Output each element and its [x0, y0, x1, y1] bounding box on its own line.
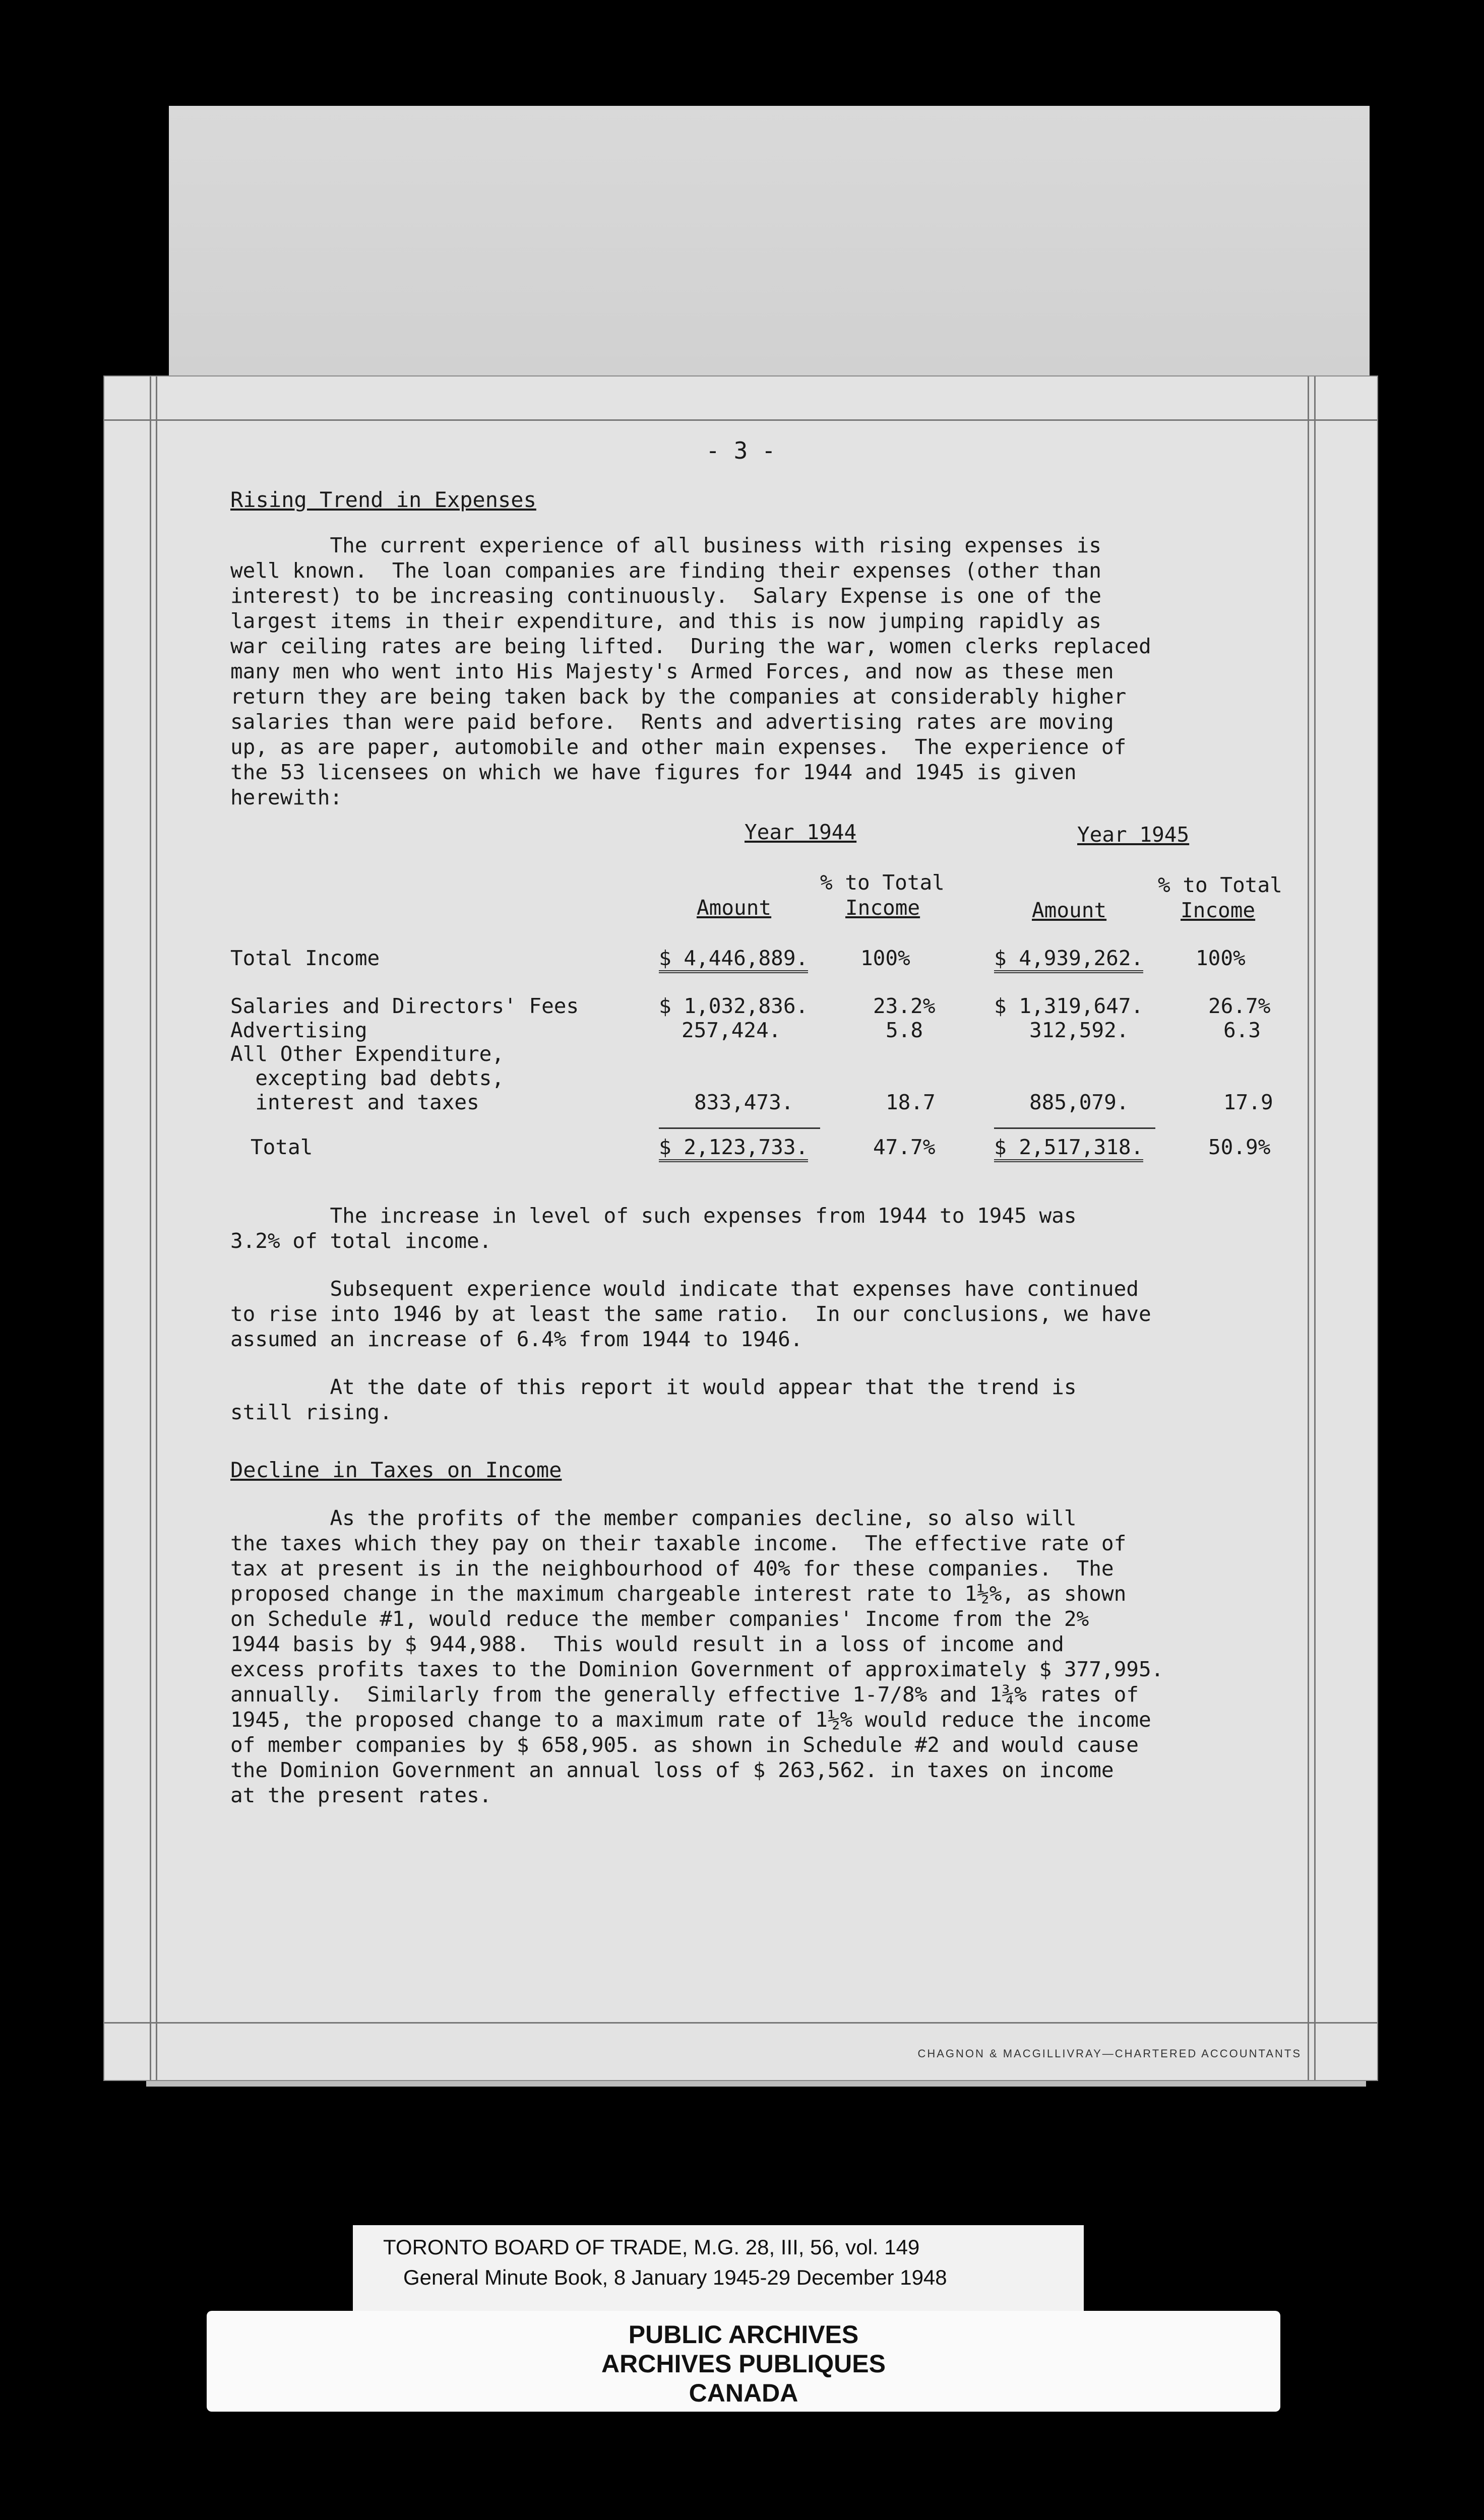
cell-advertising-1945: 312,592. [1029, 1018, 1129, 1042]
row-label-total-income: Total Income [230, 946, 380, 970]
cell-total-pct-1944: 47.7% [873, 1135, 936, 1159]
row-label-total: Total [251, 1135, 313, 1159]
top-rule [104, 419, 1377, 421]
row-label-other-2: excepting bad debts, [230, 1066, 505, 1090]
row-label-other-3: interest and taxes [230, 1090, 479, 1114]
archive-ref-line1: TORONTO BOARD OF TRADE, M.G. 28, III, 56, vol. 149 [383, 2235, 920, 2259]
cell-total-income-pct-1945: 100% [1196, 946, 1246, 970]
col-pct-header-1944: % to Total [820, 870, 945, 895]
col-amount-header-1945: Amount [1032, 898, 1107, 922]
cell-other-pct-1945: 17.9 [1223, 1090, 1273, 1114]
row-label-salaries: Salaries and Directors' Fees [230, 994, 579, 1018]
table-year-1945: Year 1945 [1077, 823, 1190, 847]
section-heading-expenses: Rising Trend in Expenses [230, 487, 536, 512]
col-amount-header-1944: Amount [697, 896, 772, 920]
cell-total-pct-1945: 50.9% [1208, 1135, 1271, 1159]
cell-total-income-1944: $ 4,446,889. [659, 946, 808, 973]
cell-total-income-1945: $ 4,939,262. [994, 946, 1143, 973]
row-label-advertising: Advertising [230, 1018, 367, 1042]
subtotal-rule-1945 [994, 1127, 1155, 1129]
margin-line-left [150, 376, 151, 2080]
archives-stamp-line1: PUBLIC ARCHIVES [628, 2320, 859, 2349]
firm-footer: CHAGNON & MACGILLIVRAY—CHARTERED ACCOUNTANTS [917, 2047, 1302, 2060]
cell-advertising-1944: 257,424. [682, 1018, 781, 1042]
table-year-1944: Year 1944 [745, 820, 857, 844]
archive-ref-line2: General Minute Book, 8 January 1945-29 December 1948 [403, 2265, 947, 2289]
cell-salaries-1944: $ 1,032,836. [659, 994, 809, 1018]
cell-advertising-pct-1945: 6.3 [1223, 1018, 1261, 1042]
paragraph-subsequent: Subsequent experience would indicate that expenses have continued to rise into 1946 by at least the same ratio. In our conclusions, we have assumed an increase of 6.4% from 1944 to 1946. [230, 1277, 1151, 1351]
cell-salaries-1945: $ 1,319,647. [994, 994, 1144, 1018]
public-archives-stamp [207, 2311, 1280, 2412]
cell-other-1945: 885,079. [1029, 1090, 1129, 1114]
cell-total-income-pct-1944: 100% [860, 946, 910, 970]
document-page [103, 375, 1378, 2081]
page-number: - 3 - [706, 437, 776, 464]
paragraph-increase: The increase in level of such expenses from 1944 to 1945 was 3.2% of total income. [230, 1204, 1077, 1253]
cell-other-1944: 833,473. [694, 1090, 794, 1114]
cell-salaries-pct-1945: 26.7% [1208, 994, 1271, 1018]
col-income-header-1945: Income [1181, 898, 1256, 922]
archive-reference-label [353, 2225, 1084, 2313]
col-pct-header-1945: % to Total [1158, 873, 1282, 897]
archives-stamp-line3: CANADA [689, 2379, 798, 2407]
section-heading-taxes: Decline in Taxes on Income [230, 1458, 562, 1482]
cell-total-1944: $ 2,123,733. [659, 1135, 808, 1162]
paragraph-expenses-intro: The current experience of all business with rising expenses is well known. The loan companies are finding their expenses (other than interest) to be increasing continuously. Salary Expense is one of the largest items in their expenditure, and this is now jumping rapidly as war ceiling rates are being lifted. During the war, women clerks replaced many men who went into His Majesty's Armed Forces, and now as these men return they are being taken back by the companies at considerably higher salaries than were paid before. Rents and advertising rates are moving up, as are paper, automobile and other main expenses. The experience of the 53 licensees on which we have figures for 1944 and 1945 is given herewith: [230, 533, 1151, 809]
col-income-header-1944: Income [845, 896, 920, 920]
subtotal-rule-1944 [659, 1127, 820, 1129]
cell-advertising-pct-1944: 5.8 [886, 1018, 923, 1042]
cell-total-1945: $ 2,517,318. [994, 1135, 1143, 1162]
archives-stamp-line2: ARCHIVES PUBLIQUES [601, 2350, 886, 2378]
cell-other-pct-1944: 18.7 [886, 1090, 936, 1114]
paragraph-trend: At the date of this report it would appear that the trend is still rising. [230, 1375, 1077, 1424]
paragraph-taxes: As the profits of the member companies decline, so also will the taxes which they pay on their taxable income. The effective rate of tax at present is in the neighbourhood of 40% for these companies. The proposed change in the maximum chargeable interest rate to 1½%, as shown on Schedule #1, would reduce the member companies' Income from the 2% 1944 basis by $ 944,988. This would result in a loss of income and excess profits taxes to the Dominion Government of approximately $ 377,995. annually. Similarly from the generally effective 1-7/8% and 1¾% rates of 1945, the proposed change to a maximum rate of 1½% would reduce the income of member companies by $ 658,905. as shown in Schedule #2 and would cause the Dominion Government an annual loss of $ 263,562. in taxes on income at the present rates. [230, 1506, 1164, 1807]
margin-line-left-2 [156, 376, 157, 2080]
cell-salaries-pct-1944: 23.2% [873, 994, 936, 1018]
bottom-rule [104, 2022, 1377, 2024]
row-label-other-1: All Other Expenditure, [230, 1042, 505, 1066]
